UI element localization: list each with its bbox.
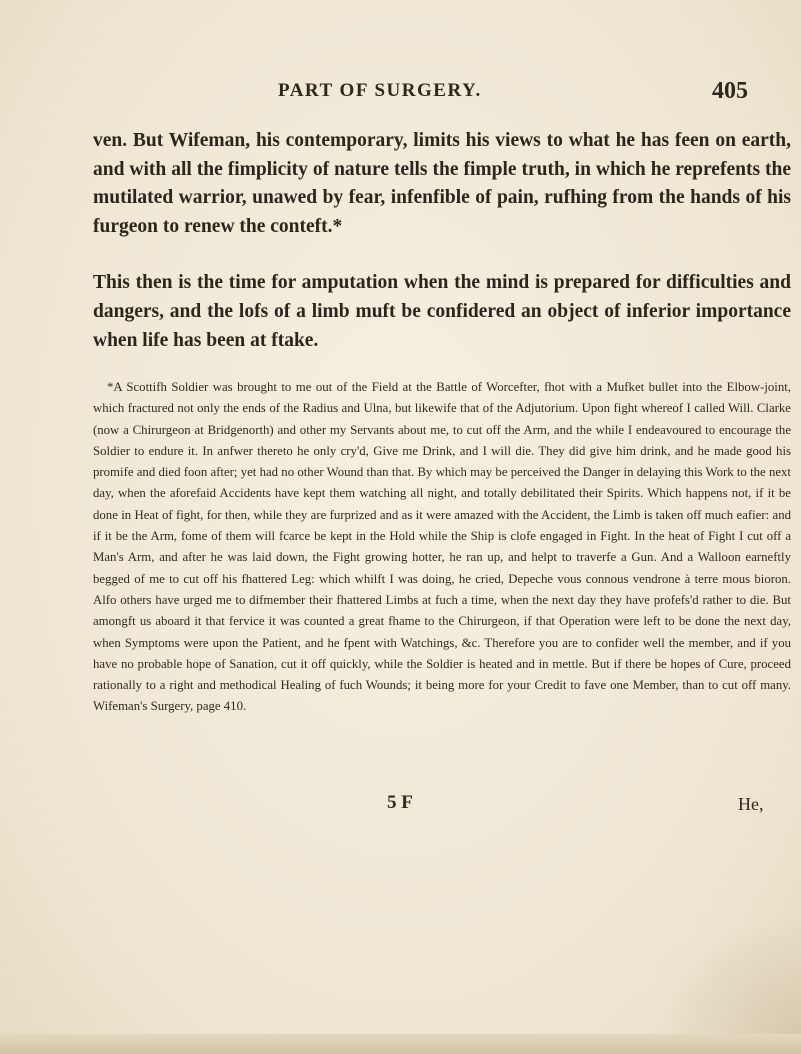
catchword: He, <box>738 794 764 814</box>
main-text <box>93 127 791 355</box>
page-header <box>0 80 801 120</box>
running-head: PART OF SURGERY. <box>278 80 482 101</box>
signature-mark: 5 F <box>387 792 413 813</box>
paper-stain <box>661 914 801 1034</box>
body-paragraph: This then is the time for amputation when the mind is prepared for difficulties and dangers, and the lofs of a limb muft be confidered an object of inferior importance when life has been at ftake. <box>93 272 791 351</box>
page-bottom-edge <box>0 1034 801 1054</box>
body-paragraph: ven. But Wifeman, his contemporary, limits his views to what he has feen on earth, and with all the fimplicity of nature tells the fimple truth, in which he reprefents the mutilated warrior, unawed by fear, infenfible of pain, rufhing from the hands of his furgeon to renew the conteft.* <box>93 130 791 237</box>
footnote <box>93 377 791 718</box>
footnote-text: *A Scottifh Soldier was brought to me out of the Field at the Battle of Worcefter, fhot with a Mufket bullet into the Elbow-joint, which fractured not only the ends of the Radius and Ulna, but likewife that of the Adjutorium. Upon fight whereof I called Will. Clarke (now a Chirurgeon at Bridgenorth) and other my Servants about me, to cut off the Arm, and the while I endeavoured to encourage the Soldier to endure it. In anfwer thereto he only cry'd, Give me Drink, and I will die. They did give him drink, and he made good his promife and died foon after; yet had no other Wound than that. By which may be perceived the Danger in delaying this Work to the next day, when the aforefaid Accidents have kept them watching all night, and totally debilitated their Spirits. Which happens not, if it be done in Heat of fight, for then, while they are furprized and as it were amazed with the Accident, the Limb is taken off much eafier: and if it be the Arm, fome of them will fcarce be kept in the Hold while the Ship is clofe engaged in Fight. In the heat of Fight I cut off a Man's Arm, and after he was laid down, the Fight growing hotter, he ran up, and helpt to traverfe a Gun. And a Walloon earneftly begged of me to cut off his fhattered Leg: which whilft I was doing, he cried, Depeche vous connous vendrone à terre mous bioron. Alfo others have urged me to difmember their fhattered Limbs at fuch a time, when the next day they have profefs'd rather to die. But amongft us aboard it that fervice it was counted a great fhame to the Chirurgeon, if that Operation were left to be done the next day, when Symptoms were upon the Patient, and he fpent with Watchings, &c. Therefore you are to confider well the member, and if you have no probable hope of Sanation, cut it off quickly, while the Soldier is heated and in mettle. But if there be hopes of Cure, proceed rationally to a right and methodical Healing of fuch Wounds; it being more for your Credit to fave one Member, than to cut off many. Wifeman's Surgery, page 410. <box>93 380 791 714</box>
page-number: 405 <box>712 78 748 104</box>
